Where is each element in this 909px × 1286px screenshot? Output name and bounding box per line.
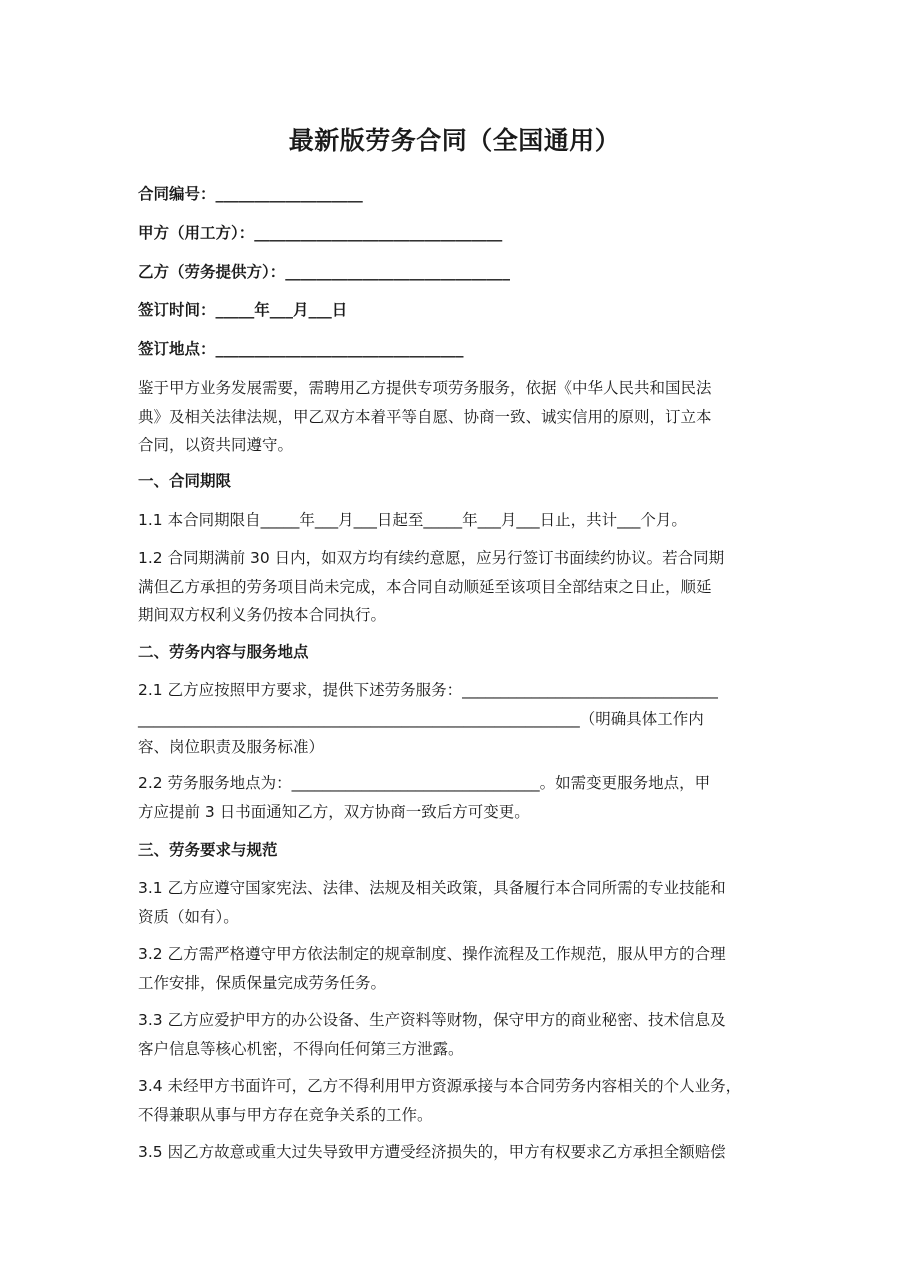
clause-2-2 [138, 769, 774, 826]
clause-1-2 [138, 544, 774, 630]
clause-1-1 [138, 506, 774, 535]
clause-2-1 [138, 676, 774, 762]
paragraph-line: 容、岗位职责及服务标准） [138, 738, 325, 756]
paragraph-line: 方应提前 3 日书面通知乙方，双方协商一致后方可变更。 [138, 802, 530, 821]
paragraph-line: 典》及相关法律法规，甲乙双方本着平等自愿、协商一致、诚实信用的原则，订立本 [138, 407, 712, 426]
paragraph-line: 鉴于甲方业务发展需要，需聘用乙方提供专项劳务服务，依据《中华人民共和国民法 [138, 379, 712, 397]
section-heading: 三、劳务要求与规范 [138, 841, 278, 859]
paragraph-line: 1.1 本合同期限自_____年___月___日起至_____年___月___日止，共计___个月。 [138, 511, 687, 529]
paragraph-line: 合同，以资共同遵守。 [138, 436, 294, 454]
section-heading: 二、劳务内容与服务地点 [138, 643, 309, 661]
clause-3-2 [138, 940, 774, 997]
paragraph-line: _________________________________________________________（明确具体工作内 [138, 709, 704, 728]
paragraph-line: 3.2 乙方需严格遵守甲方依法制定的规章制度、操作流程及工作规范，服从甲方的合理 [138, 945, 726, 963]
paragraph-line: 3.3 乙方应爱护甲方的办公设备、生产资料等财物，保守甲方的商业秘密、技术信息及 [138, 1011, 726, 1029]
clause-3-4 [138, 1072, 774, 1129]
preamble-paragraph [138, 374, 774, 460]
document-title: 最新版劳务合同（全国通用） [288, 126, 621, 155]
paragraph-line: 工作安排，保质保量完成劳务任务。 [138, 973, 387, 992]
party-a-field: 甲方（用工方）：________________________________ [138, 224, 503, 242]
paragraph-line: 不得兼职从事与甲方存在竞争关系的工作。 [138, 1105, 433, 1124]
paragraph-line: 期间双方权利义务仍按本合同执行。 [138, 606, 387, 624]
clause-3-3 [138, 1006, 774, 1063]
party-b-field: 乙方（劳务提供方）：_____________________________ [138, 263, 511, 281]
clause-3-1 [138, 874, 774, 931]
paragraph-line: 1.2 合同期满前 30 日内，如双方均有续约意愿，应另行签订书面续约协议。若合同期 [138, 549, 725, 567]
paragraph-line: 3.4 未经甲方书面许可，乙方不得利用甲方资源承接与本合同劳务内容相关的个人业务， [138, 1077, 742, 1095]
paragraph-line: 3.5 因乙方故意或重大过失导致甲方遭受经济损失的，甲方有权要求乙方承担全额赔偿 [138, 1143, 726, 1161]
paragraph-line: 3.1 乙方应遵守国家宪法、法律、法规及相关政策，具备履行本合同所需的专业技能和 [138, 879, 726, 897]
section-heading: 一、合同期限 [138, 472, 232, 490]
clause-3-5 [138, 1138, 774, 1167]
paragraph-line: 满但乙方承担的劳务项目尚未完成，本合同自动顺延至该项目全部结束之日止，顺延 [138, 577, 712, 596]
paragraph-line: 客户信息等核心机密，不得向任何第三方泄露。 [138, 1039, 464, 1058]
paragraph-line: 2.1 乙方应按照甲方要求，提供下述劳务服务：_________________________________ [138, 681, 718, 699]
sign-time-field: 签订时间：_____年___月___日 [138, 301, 348, 319]
paragraph-line: 资质（如有）。 [138, 907, 239, 926]
sign-place-field: 签订地点：________________________________ [138, 340, 464, 358]
paragraph-line: 2.2 劳务服务地点为：________________________________。如需变更服务地点，甲 [138, 774, 711, 792]
contract-number-field: 合同编号：___________________ [138, 185, 363, 203]
